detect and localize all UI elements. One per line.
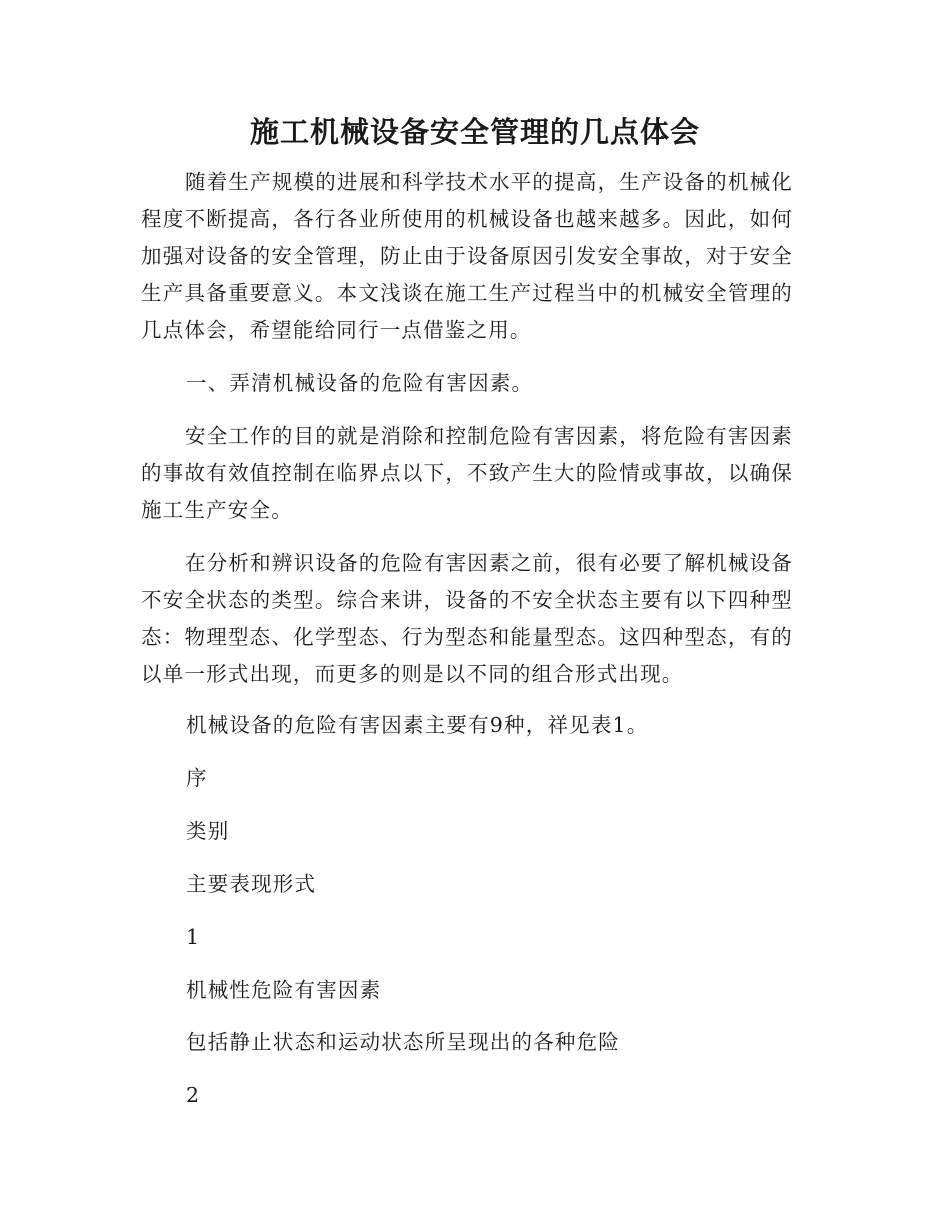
table-cell-index-2: 2 bbox=[186, 1083, 201, 1107]
table-header-category: 类别 bbox=[186, 819, 230, 843]
paragraph-safety-goal: 安全工作的目的就是消除和控制危险有害因素，将危险有害因素的事故有效值控制在临界点以下，不致产生大的险情或事故，以确保施工生产安全。 bbox=[141, 424, 793, 522]
paragraph-intro: 随着生产规模的进展和科学技术水平的提高，生产设备的机械化程度不断提高，各行各业所使用的机械设备也越来越多。因此，如何加强对设备的安全管理，防止由于设备原因引发安全事故，对于安全生产具备重要意义。本文浅谈在施工生产过程当中的机械安全管理的几点体会，希望能给同行一点借鉴之用。 bbox=[141, 170, 793, 342]
section-heading-1: 一、弄清机械设备的危险有害因素。 bbox=[186, 371, 534, 395]
table-cell-category-1: 机械性危险有害因素 bbox=[186, 978, 382, 1002]
table-cell-form-1: 包括静止状态和运动状态所呈现出的各种危险 bbox=[186, 1030, 620, 1054]
table-cell-index-1: 1 bbox=[186, 925, 201, 949]
table-header-form: 主要表现形式 bbox=[186, 872, 317, 896]
paragraph-unsafe-states: 在分析和辨识设备的危险有害因素之前，很有必要了解机械设备不安全状态的类型。综合来讲，设备的不安全状态主要有以下四种型态：物理型态、化学型态、行为型态和能量型态。这四种型态，有的以单一形式出现，而更多的则是以不同的组合形式出现。 bbox=[141, 551, 793, 686]
paragraph-table-reference: 机械设备的危险有害因素主要有9种，祥见表1。 bbox=[186, 713, 649, 737]
table-header-index: 序 bbox=[186, 766, 208, 790]
document-title: 施工机械设备安全管理的几点体会 bbox=[249, 115, 700, 149]
